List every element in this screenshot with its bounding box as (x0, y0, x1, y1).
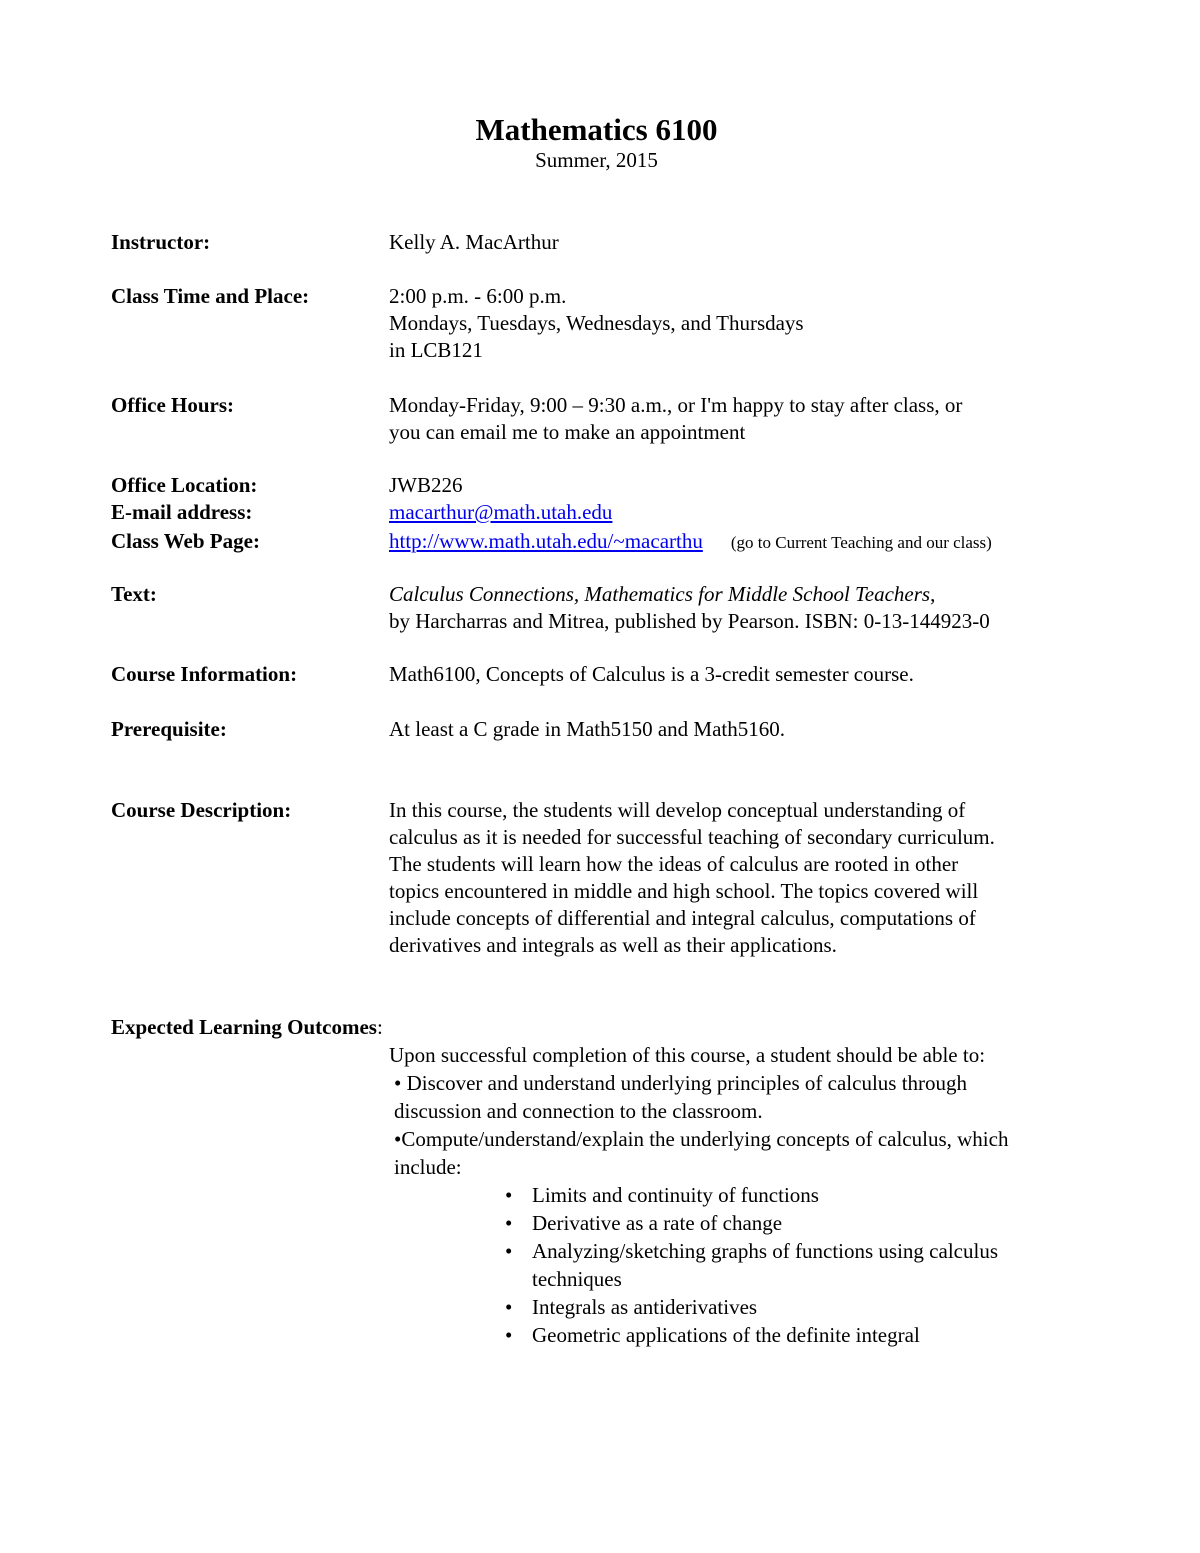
outcome-item-cont: include: (394, 1155, 462, 1179)
bullet-icon: • (505, 1295, 513, 1319)
description-line: In this course, the students will develop conceptual understanding of (389, 798, 966, 822)
book-details: by Harcharras and Mitrea, published by Pearson. ISBN: 0-13-144923-0 (389, 609, 990, 633)
outcome-item: •Compute/understand/explain the underlying concepts of calculus, which (394, 1127, 1009, 1151)
outcomes-heading (111, 1014, 383, 1041)
course-description-text (389, 797, 1109, 959)
instructor-value (389, 229, 1109, 256)
class-room-line: in LCB121 (389, 338, 483, 362)
text-value (389, 581, 1109, 635)
description-line: topics encountered in middle and high school. The topics covered will (389, 879, 979, 903)
instructor-name: Kelly A. MacArthur (389, 230, 559, 254)
outcomes-intro-line: Upon successful completion of this course, a student should be able to: (389, 1043, 986, 1067)
course-description-label: Course Description: (111, 798, 292, 822)
outcome-item: • Discover and understand underlying principles of calculus through (394, 1071, 968, 1095)
office-hours-line: you can email me to make an appointment (389, 420, 746, 444)
bullet-icon: • (505, 1239, 513, 1263)
email-label: E-mail address: (111, 500, 253, 524)
course-info-label: Course Information: (111, 662, 298, 686)
topics-list (505, 1181, 1085, 1349)
topic-item (505, 1181, 1085, 1209)
topic-text: Analyzing/sketching graphs of functions using calculus techniques (532, 1239, 998, 1291)
topic-item (505, 1293, 1085, 1321)
office-location-label: Office Location: (111, 473, 258, 497)
topic-text: Limits and continuity of functions (532, 1183, 819, 1207)
web-page-link[interactable]: http://www.math.utah.edu/~macarthu (389, 529, 703, 553)
office-hours-label: Office Hours: (111, 393, 235, 417)
outcomes-colon: : (376, 1015, 383, 1039)
prerequisite-text: At least a C grade in Math5150 and Math5160. (389, 717, 786, 741)
document-title: Mathematics 6100 (475, 112, 718, 147)
outcomes-intro (389, 1041, 1109, 1181)
description-line: include concepts of differential and integral calculus, computations of (389, 906, 976, 930)
description-line: derivatives and integrals as well as their applications. (389, 933, 837, 957)
document-subtitle: Summer, 2015 (535, 148, 658, 172)
web-page-note: (go to Current Teaching and our class) (730, 533, 992, 552)
instructor-label: Instructor: (111, 230, 211, 254)
office-location-text: JWB226 (389, 473, 463, 497)
office-hours-line: Monday-Friday, 9:00 – 9:30 a.m., or I'm happy to stay after class, or (389, 393, 963, 417)
description-line: calculus as it is needed for successful teaching of secondary curriculum. (389, 825, 995, 849)
class-time-line: 2:00 p.m. - 6:00 p.m. (389, 284, 567, 308)
email-link[interactable]: macarthur@math.utah.edu (389, 500, 613, 524)
bullet-icon: • (505, 1211, 513, 1235)
book-title: Calculus Connections, Mathematics for Middle School Teachers (389, 582, 931, 606)
outcome-item-cont: discussion and connection to the classroom. (394, 1099, 763, 1123)
office-location-value (389, 472, 1109, 499)
topic-item (505, 1209, 1085, 1237)
email-value (389, 499, 1109, 526)
course-info-text: Math6100, Concepts of Calculus is a 3-credit semester course. (389, 662, 914, 686)
topic-item (505, 1237, 1085, 1293)
bullet-icon: • (505, 1323, 513, 1347)
class-time-label: Class Time and Place: (111, 284, 310, 308)
text-label: Text: (111, 582, 157, 606)
topic-text: Derivative as a rate of change (532, 1211, 783, 1235)
class-days-line: Mondays, Tuesdays, Wednesdays, and Thursdays (389, 311, 804, 335)
web-page-label: Class Web Page: (111, 529, 260, 553)
course-info-value (389, 661, 1109, 688)
outcomes-label: Expected Learning Outcomes (111, 1015, 377, 1039)
prerequisite-label: Prerequisite: (111, 717, 227, 741)
description-line: The students will learn how the ideas of calculus are rooted in other (389, 852, 959, 876)
office-hours-value (389, 392, 1109, 446)
bullet-icon: • (505, 1183, 513, 1207)
prerequisite-value (389, 716, 1109, 743)
web-page-value (389, 528, 1109, 556)
topic-text: Integrals as antiderivatives (532, 1295, 758, 1319)
topic-item (505, 1321, 1085, 1349)
topic-text: Geometric applications of the definite integral (532, 1323, 920, 1347)
class-time-value (389, 283, 1109, 364)
book-title-comma: , (930, 582, 936, 606)
